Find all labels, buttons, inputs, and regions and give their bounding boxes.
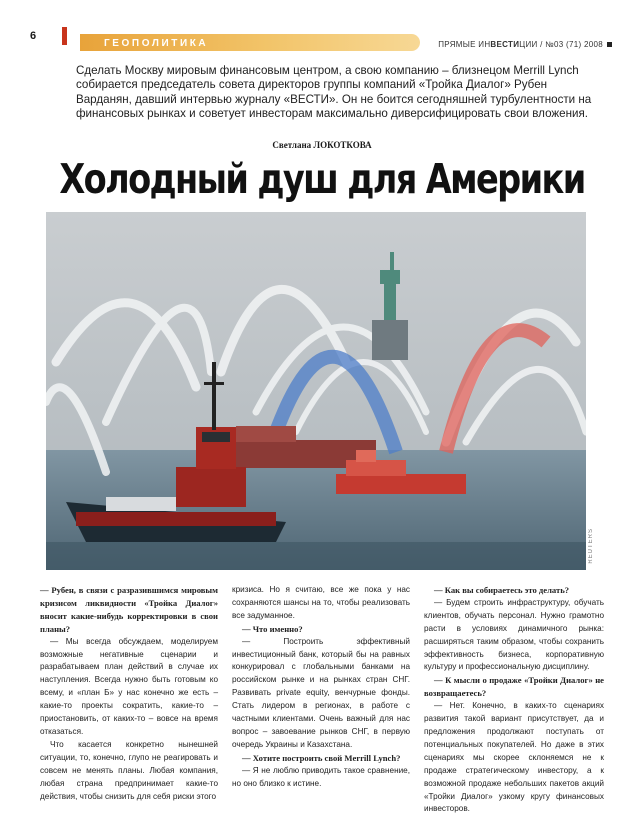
photo-credit: REUTERS [588,528,594,564]
article-author: Светлана ЛОКОТКОВА [272,140,372,150]
interview-answer: — Построить эффективный инвестиционный банк, который бы на равных конкурировал с глобальными банками на российском рынке и на рынках стран СНГ. Развивать private equity, венчурные фонды. Стать лидером в регионах, в работе с частными клиентами. Очень важный для нас вопрос – завоевание рынков СНГ, в первую очередь Украины и Казахстана. [232,636,410,749]
magazine-name-bold: ВЕСТИ [490,40,520,49]
interview-answer: — Будем строить инфраструктуру, обучать клиентов, обучать персонал. Нужно грамотно расти в условиях динамичного рынка: расширяться таким образом, чтобы сохранить эффективность бизнеса, корпоративную культуру и профессиональную дисциплину. [424,597,604,672]
article-column-1 [40,584,218,803]
interview-question: — Хотите построить свой Merrill Lynch? [242,752,401,763]
square-marker [607,42,612,47]
section-accent-mark [62,27,67,45]
interview-answer: — Я не люблю приводить такое сравнение, но оно близко к истине. [232,765,410,788]
interview-answer: Что касается конкретно нынешней ситуации, то, конечно, глупо не реагировать и совсем не менять планы. Любая компания, любая страна предпринимает какие-то действия, чтобы снизить для себя риски этого [40,739,218,801]
page-number: 6 [30,30,37,42]
article-lead: Сделать Москву мировым финансовым центром, а свою компанию – близнецом Merrill Lynch собирается председатель совета директоров группы компаний «Тройка Диалог» Рубен Варданян, давший интервью журналу «ВЕСТИ». Он не боится сегодняшней турбулентности на финансовых рынках и советует инвесторам максимально диверсифицировать свои вложения. [76,64,592,120]
magazine-issue-info [438,40,612,49]
article-column-2 [232,584,410,791]
magazine-name-prefix: ПРЯМЫЕ ИН [438,40,491,49]
interview-question: — Что именно? [242,623,303,634]
article-column-3 [424,584,604,816]
interview-answer: кризиса. Но я считаю, все же пока у нас сохраняются шансы на то, чтобы реализовать все задуманное. [232,585,410,620]
interview-answer: — Нет. Конечно, в каких-то сценариях развития такой вариант присутствует, да и предложения продолжают поступать от потенциальных покупателей. Но даже в этих сценариях мы скорее склоняемся не к продаже стратегическому инвестору, а к возможной продаже небольших пакетов акций «Тройки Диалог» узкому кругу финансовых инвесторов. [424,701,604,814]
fireboats-photo [46,212,586,570]
interview-question: — К мысли о продаже «Тройки Диалог» не возвращаетесь? [424,675,604,699]
interview-question: — Как вы собираетесь это делать? [434,585,570,595]
magazine-issue-number: ЦИИ / №03 (71) 2008 [519,40,603,49]
section-label: ГЕОПОЛИТИКА [104,38,209,49]
interview-answer: — Мы всегда обсуждаем, моделируем возможные негативные сценарии и разрабатываем план действий в случае их наступления. Всегда нужно быть готовым ко всему, и «план Б» у нас конечно же есть – какие-то проекты сократить, какие-то – приостановить, от каких-то – вовсе на время отказаться. [40,636,218,736]
interview-question: — Рубен, в связи с разразившимся мировым кризисом ликвидности «Тройка Диалог» вносит какие-нибудь корректировки в свои планы? [40,585,218,634]
article-headline: Холодный душ для Америки [59,155,585,203]
